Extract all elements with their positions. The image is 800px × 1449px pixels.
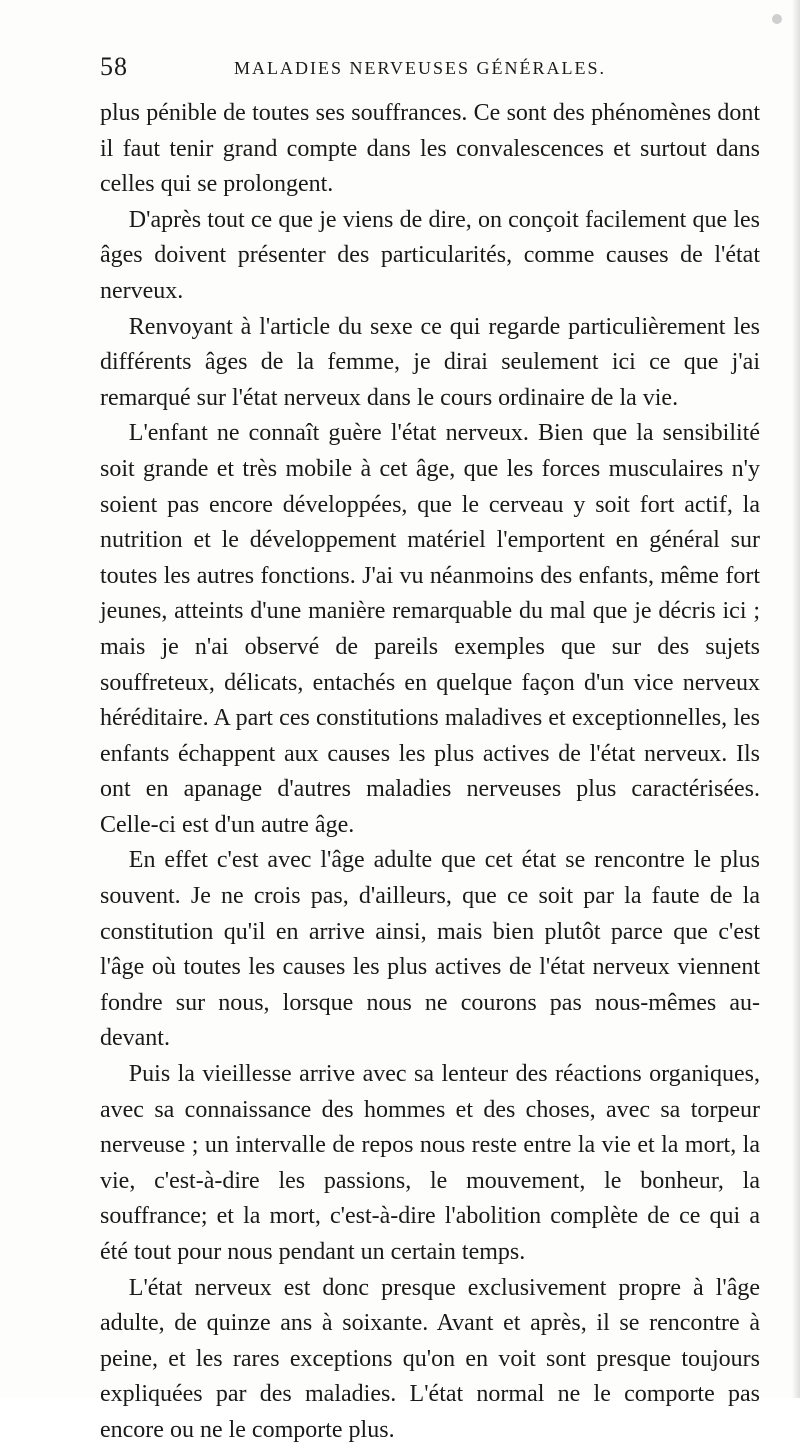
scan-mark	[772, 14, 782, 24]
paragraph: En effet c'est avec l'âge adulte que cet état se rencontre le plus souvent. Je ne crois pas, d'ailleurs, que ce soit par la faute de la constitution qu'il en arrive ainsi, mais bien plutôt parce que c'est l'âge où toutes les causes les plus actives de l'état nerveux viennent fondre sur nous, lorsque nous ne courons pas nous-mêmes au-devant.	[100, 847, 760, 1052]
paragraph: L'enfant ne connaît guère l'état nerveux. Bien que la sensibilité soit grande et très mobile à cet âge, que les forces musculaires n'y soient pas encore développées, que le cerveau y soit fort actif, la nutrition et le développement matériel l'emportent en général sur toutes les autres fonctions. J'ai vu néanmoins des enfants, même fort jeunes, atteints d'une manière remarquable du mal que je décris ici ; mais je n'ai observé de pareils exemples que sur des sujets souffreteux, délicats, entachés en quelque façon d'un vice nerveux héréditaire. A part ces constitutions maladives et exceptionnelles, les enfants échappent aux causes les plus actives de l'état nerveux. Ils ont en apanage d'autres maladies nerveuses plus caractérisées. Celle-ci est d'un autre âge.	[100, 420, 760, 838]
paragraph: L'état nerveux est donc presque exclusivement propre à l'âge adulte, de quinze ans à soixante. Avant et après, il se rencontre à peine, et les rares exceptions qu'on en voit sont presque toujours expliquées par des maladies. L'état normal ne le comporte pas encore ou ne le comporte plus.	[100, 1274, 760, 1443]
page-header	[100, 52, 740, 82]
page-number: 58	[100, 52, 128, 81]
body-text	[100, 96, 760, 1449]
paragraph: plus pénible de toutes ses souffrances. Ce sont des phénomènes dont il faut tenir grand compte dans les convalescences et surtout dans celles qui se prolongent.	[100, 100, 760, 198]
running-head: MALADIES NERVEUSES GÉNÉRALES.	[233, 58, 607, 78]
page-edge-shadow	[792, 0, 800, 1398]
paragraph: Renvoyant à l'article du sexe ce qui regarde particulièrement les différents âges de la femme, je dirai seulement ici ce que j'ai remarqué sur l'état nerveux dans le cours ordinaire de la vie.	[100, 313, 760, 411]
paragraph: Puis la vieillesse arrive avec sa lenteur des réactions organiques, avec sa connaissance des hommes et des choses, avec sa torpeur nerveuse ; un intervalle de repos nous reste entre la vie et la mort, la vie, c'est-à-dire les passions, le mouvement, le bonheur, la souffrance; et la mort, c'est-à-dire l'abolition complète de ce qui a été tout pour nous pendant un certain temps.	[100, 1061, 760, 1265]
paragraph: D'après tout ce que je viens de dire, on conçoit facilement que les âges doivent présenter des particularités, comme causes de l'état nerveux.	[100, 206, 760, 304]
